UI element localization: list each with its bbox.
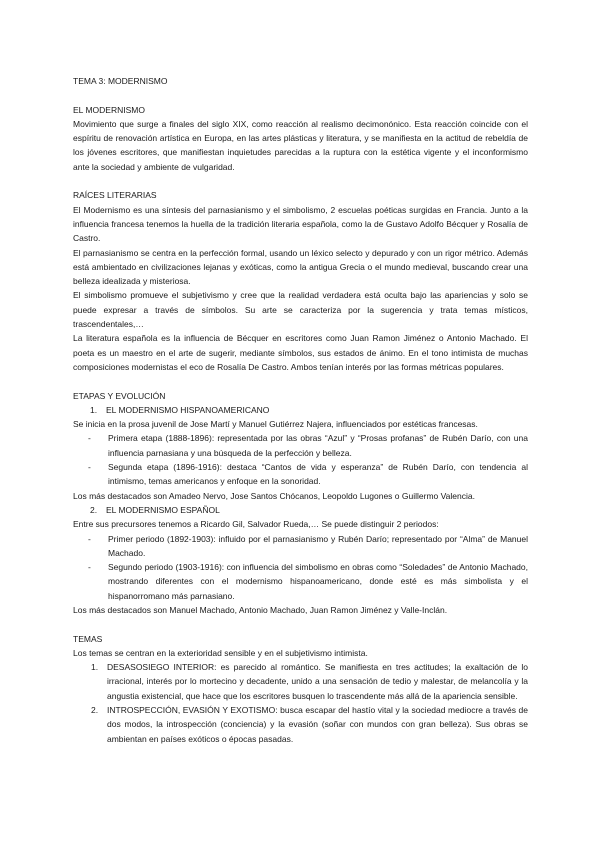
list-number: 1. bbox=[90, 404, 98, 415]
document-title: TEMA 3: MODERNISMO bbox=[73, 76, 168, 86]
subsection-title: EL MODERNISMO HISPANOAMERICANO bbox=[106, 404, 270, 415]
list-item bbox=[73, 560, 528, 603]
list-item-text: INTROSPECCIÓN, EVASIÓN Y EXOTISMO: busca escapar del hastío vital y la sociedad mediocre a través de dos modos, la introspección (conciencia) y la evasión (soñar con mundos con gran belleza). Sus obras se ambientan en países exóticos o épocas pasadas. bbox=[107, 705, 528, 744]
list-item-text: Segunda etapa (1896-1916): destaca “Cantos de vida y esperanza” de Rubén Darío, con tendencia al intimismo, temas americanos y enfoque en la sonoridad. bbox=[108, 462, 528, 487]
paragraph: Los más destacados son Manuel Machado, Antonio Machado, Juan Ramon Jiménez y Valle-Inclán. bbox=[73, 604, 448, 615]
list-item bbox=[73, 660, 528, 703]
bullet-marker: - bbox=[88, 433, 91, 444]
paragraph: La literatura española es la influencia de Bécquer en escritores como Juan Ramon Jiménez o Antonio Machado. El poeta es un maestro en el arte de sugerir, mediante símbolos, sus estados de ánimo. En el tono intimista de muchas composiciones modernistas el eco de Rosalía De Castro. Ambos tenían interés por las formas métricas populares. bbox=[73, 333, 528, 372]
paragraph: Se inicia en la prosa juvenil de Jose Martí y Manuel Gutiérrez Najera, influenciados por estéticas francesas. bbox=[73, 419, 478, 430]
subsection-title: EL MODERNISMO ESPAÑOL bbox=[106, 504, 220, 515]
section-heading-temas: TEMAS bbox=[73, 633, 103, 644]
subsection-heading-espanol bbox=[73, 503, 528, 517]
bullet-marker: - bbox=[88, 462, 91, 473]
paragraph: El parnasianismo se centra en la perfección formal, usando un léxico selecto y depurado y con un rigor métrico. Además está ambientado en civilizaciones lejanas y exóticas, como la antigua Grecia o el mundo medieval, buscando crear una belleza idealizada y misteriosa. bbox=[73, 247, 528, 287]
bullet-marker: - bbox=[88, 562, 91, 573]
paragraph: El Modernismo es una síntesis del parnasianismo y el simbolismo, 2 escuelas poéticas surgidas en Francia. Junto a la influencia francesa tenemos la huella de la tradición literaria española, como la de Gustavo Adolfo Bécquer y Rosalía de Castro. bbox=[73, 204, 528, 244]
list-item bbox=[73, 532, 528, 561]
list-item-text: Primer periodo (1892-1903): influido por el parnasianismo y Rubén Darío; representado por “Alma” de Manuel Machado. bbox=[108, 533, 528, 558]
bullet-marker: - bbox=[88, 533, 91, 544]
paragraph: Los temas se centran en la exterioridad sensible y en el subjetivismo intimista. bbox=[73, 647, 368, 658]
paragraph: Los más destacados son Amadeo Nervo, Jose Santos Chócanos, Leopoldo Lugones o Guillermo Valencia. bbox=[73, 490, 475, 501]
paragraph: Entre sus precursores tenemos a Ricardo Gil, Salvador Rueda,… Se puede distinguir 2 periodos: bbox=[73, 519, 439, 530]
section-heading-etapas: ETAPAS Y EVOLUCIÓN bbox=[73, 390, 166, 401]
section-heading-modernismo: EL MODERNISMO bbox=[73, 104, 145, 115]
list-item bbox=[73, 703, 528, 746]
list-number: 1. bbox=[91, 662, 99, 673]
list-item-text: Primera etapa (1888-1896): representada por las obras “Azul” y “Prosas profanas” de Rubén Darío, con una influencia parnasiana y una búsqueda de la perfección y belleza. bbox=[108, 433, 528, 458]
list-number: 2. bbox=[90, 504, 98, 515]
document-page bbox=[73, 74, 528, 746]
paragraph: El simbolismo promueve el subjetivismo y cree que la realidad verdadera está oculta bajo las apariencias y solo se puede expresar a través de símbolos. Su arte se caracteriza por la sugerencia y trata temas místicos, trascendentales,… bbox=[73, 290, 528, 330]
list-item-text: DESASOSIEGO INTERIOR: es parecido al romántico. Se manifiesta en tres actitudes; la exaltación de lo irracional, interés por lo mortecino y decadente, unido a una sensación de tedio y malestar, de melancolía y la angustia existencial, que hace que los escritores busquen lo trascendente más allá de la apariencia sensible. bbox=[107, 662, 528, 701]
list-item bbox=[73, 460, 528, 489]
list-item-text: Segundo periodo (1903-1916): con influencia del simbolismo en obras como “Soledades” de Antonio Machado, mostrando diferentes con el modernismo hispanoamericano, donde esté es más simbolista y el hispanorromano más parnasiano. bbox=[108, 562, 528, 601]
list-number: 2. bbox=[91, 705, 99, 716]
subsection-heading-hispanoamericano bbox=[73, 403, 528, 417]
paragraph: Movimiento que surge a finales del siglo XIX, como reacción al realismo decimonónico. Esta reacción coincide con el espíritu de renovación artística en Europa, en las artes plásticas y literatura, y se manifiesta en la actitud de rebeldía de los jóvenes escritores, que manifiestan inquietudes parecidas a la ruptura con la estética vigente y el inconformismo ante la sociedad y ambiente de vulgaridad. bbox=[73, 118, 528, 172]
section-heading-raices: RAÍCES LITERARIAS bbox=[73, 190, 157, 201]
list-item bbox=[73, 431, 528, 460]
